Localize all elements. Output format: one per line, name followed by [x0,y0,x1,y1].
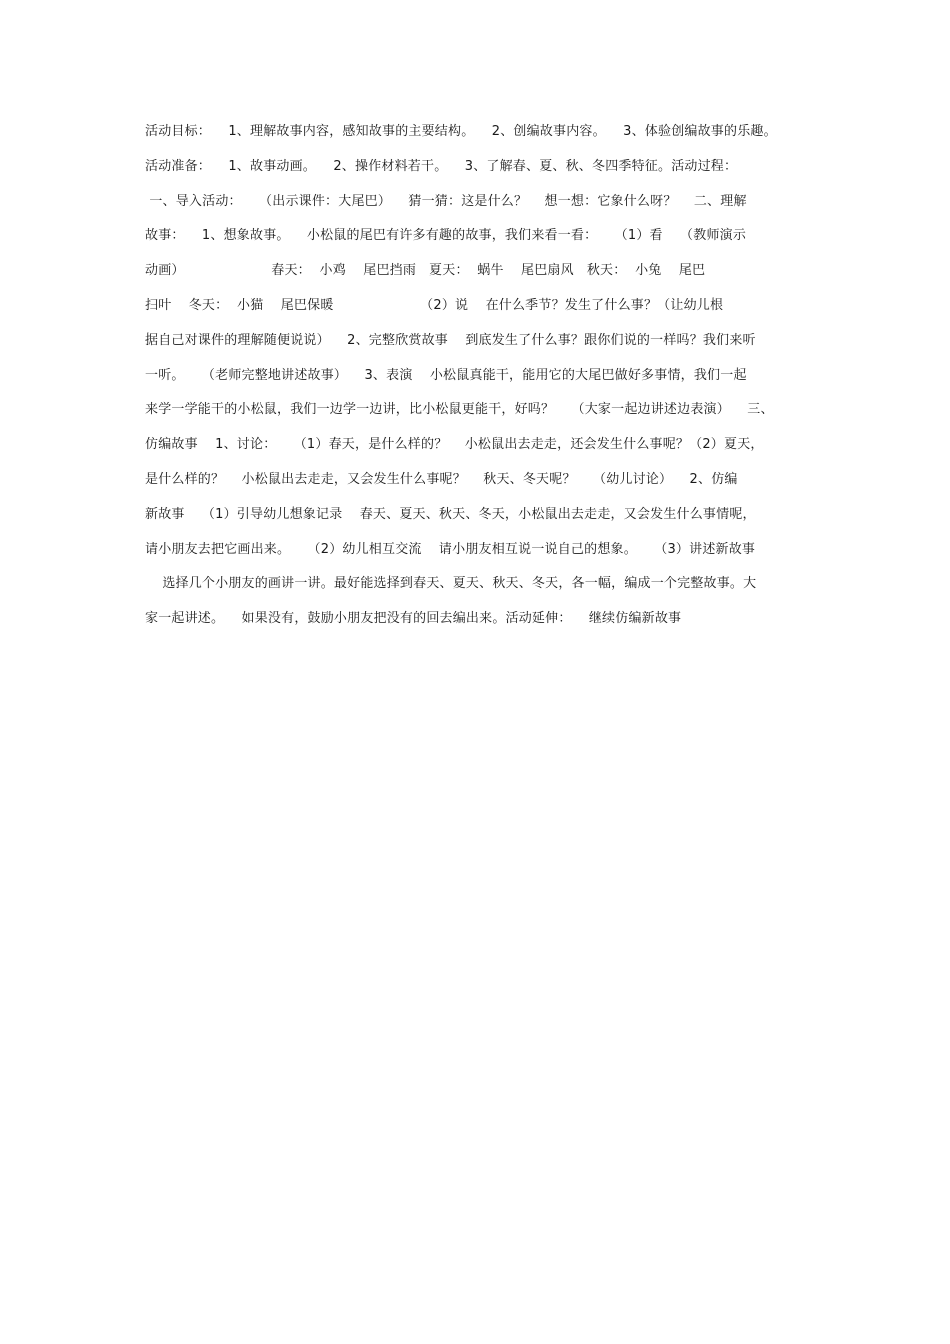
text-line: 新故事 （1）引导幼儿想象记录 春天、夏天、秋天、冬天，小松鼠出去走走，又会发生什么事情呢， [145,506,756,522]
text-line: 扫叶 冬天： 小猫 尾巴保暖 （2）说 在什么季节？发生了什么事？（让幼儿根 [145,297,724,313]
text-line: 家一起讲述。 如果没有，鼓励小朋友把没有的回去编出来。活动延伸： 继续仿编新故事 [145,611,682,627]
document-body [145,118,813,640]
text-line: 请小朋友去把它画出来。 （2）幼儿相互交流 请小朋友相互说一说自己的想象。 （3）讲述新故事 [145,541,756,557]
text-line: 仿编故事 1、讨论： （1）春天，是什么样的？ 小松鼠出去走走，还会发生什么事呢？（2）夏天， [145,437,764,453]
text-line: 故事： 1、想象故事。 小松鼠的尾巴有许多有趣的故事，我们来看一看： （1）看 （教师演示 [145,228,747,244]
text-line: 活动目标： 1、理解故事内容，感知故事的主要结构。 2、创编故事内容。 3、体验创编故事的乐趣。 [145,124,777,139]
text-line: 据自己对课件的理解随便说说） 2、完整欣赏故事 到底发生了什么事？跟你们说的一样吗？我们来听 [145,332,756,348]
text-line: 活动准备： 1、故事动画。 2、操作材料若干。 3、了解春、夏、秋、冬四季特征。活动过程： [145,158,738,174]
text-line: 选择几个小朋友的画讲一讲。最好能选择到春天、夏天、秋天、冬天，各一幅，编成一个完整故事。大 [145,576,757,592]
text-line: 动画） 春天： 小鸡 尾巴挡雨 夏天： 蜗牛 尾巴扇风 秋天： 小兔 尾巴 [145,263,706,279]
text-line: 一听。 （老师完整地讲述故事） 3、表演 小松鼠真能干，能用它的大尾巴做好多事情，我们一起 [145,367,747,383]
text-line: 一、导入活动： （出示课件：大尾巴） 猜一猜：这是什么？ 想一想：它象什么呀？ 二、理解 [145,193,747,209]
text-line: 是什么样的？ 小松鼠出去走走，又会发生什么事呢？ 秋天、冬天呢？ （幼儿讨论） 2、仿编 [145,471,738,487]
text-line: 来学一学能干的小松鼠，我们一边学一边讲，比小松鼠更能干，好吗？ （大家一起边讲述边表演） 三、 [145,402,774,418]
